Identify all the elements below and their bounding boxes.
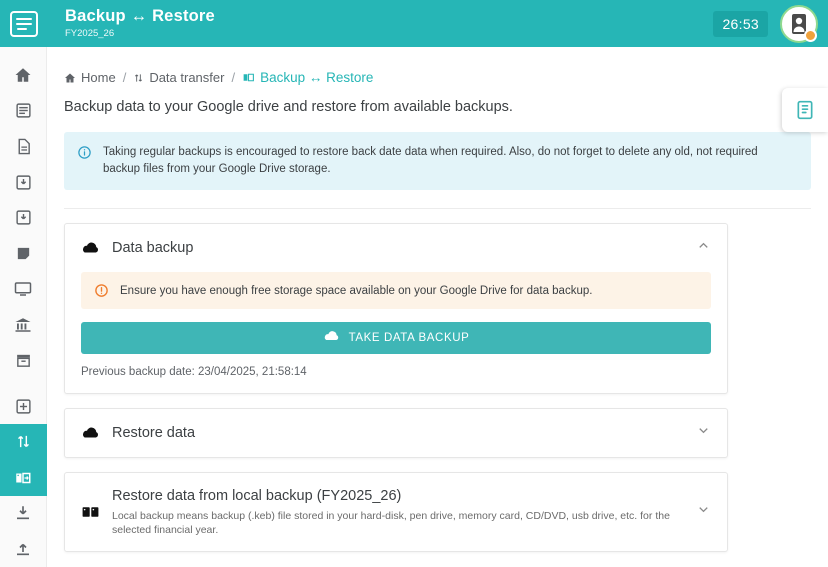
card-restore-local-backup-title: Restore data from local backup (FY2025_26) bbox=[112, 488, 402, 504]
take-data-backup-label: TAKE DATA BACKUP bbox=[348, 332, 470, 344]
storage-warning-banner bbox=[81, 272, 711, 309]
financial-year-label: FY2025_26 bbox=[65, 28, 115, 39]
left-rail bbox=[0, 47, 47, 567]
page-description: Backup data to your Google drive and restore from available backups. bbox=[64, 99, 513, 115]
card-data-backup-body bbox=[65, 272, 727, 393]
page-title: Backup ↔ Restore bbox=[65, 7, 215, 25]
home-icon bbox=[14, 66, 32, 84]
avatar-status-badge bbox=[804, 29, 817, 42]
card-data-backup bbox=[64, 223, 728, 394]
sidebar-item-archive[interactable] bbox=[0, 343, 47, 379]
avatar[interactable] bbox=[780, 5, 818, 43]
sidebar-item-add-module[interactable] bbox=[0, 388, 47, 424]
hamburger-menu-icon bbox=[10, 11, 38, 37]
sidebar-item-reports[interactable] bbox=[0, 93, 47, 129]
card-restore-data bbox=[64, 408, 728, 458]
breadcrumb-current bbox=[242, 70, 373, 85]
breadcrumb-current-label: Backup ↔ Restore bbox=[260, 70, 374, 85]
sidebar-item-display[interactable] bbox=[0, 271, 47, 307]
sidebar-item-documents[interactable] bbox=[0, 128, 47, 164]
top-bar bbox=[0, 0, 828, 47]
side-panel-toggle[interactable] bbox=[782, 88, 828, 132]
card-data-backup-title: Data backup bbox=[112, 240, 194, 256]
hard-drive-icon bbox=[81, 504, 100, 520]
main-content bbox=[47, 47, 828, 567]
take-data-backup-button[interactable] bbox=[81, 322, 711, 354]
chevron-up-icon[interactable] bbox=[696, 238, 711, 258]
cloud-upload-icon bbox=[323, 330, 340, 346]
breadcrumb-home-label: Home bbox=[81, 70, 116, 85]
info-banner bbox=[64, 132, 811, 190]
download-arrow-icon bbox=[14, 504, 32, 522]
home-icon bbox=[64, 72, 76, 84]
transfer-arrows-icon bbox=[133, 72, 144, 84]
card-restore-data-title: Restore data bbox=[112, 425, 196, 441]
breadcrumb bbox=[47, 47, 828, 85]
download-box-alt-icon bbox=[15, 209, 32, 226]
clipboard-icon bbox=[795, 99, 815, 121]
warning-circle-icon bbox=[94, 283, 109, 298]
monitor-icon bbox=[14, 280, 32, 298]
sidebar-item-backup-restore[interactable] bbox=[0, 460, 47, 496]
sidebar-item-home[interactable] bbox=[0, 57, 47, 93]
info-banner-text: Taking regular backups is encouraged to restore back date data when required. Also, do not forget to delete any old, not required backup files from your Google Drive storage. bbox=[103, 146, 758, 175]
top-bar-right bbox=[713, 5, 828, 43]
add-box-icon bbox=[15, 398, 32, 415]
card-restore-local-backup-header[interactable] bbox=[65, 473, 727, 551]
chevron-down-icon[interactable] bbox=[696, 423, 711, 443]
sidebar-item-bank[interactable] bbox=[0, 307, 47, 343]
bank-icon bbox=[14, 316, 32, 334]
info-circle-icon bbox=[77, 145, 92, 178]
card-restore-local-backup bbox=[64, 472, 728, 552]
chevron-down-icon[interactable] bbox=[696, 502, 711, 522]
card-restore-local-backup-text bbox=[112, 487, 684, 537]
sidebar-item-outward[interactable] bbox=[0, 200, 47, 236]
cloud-upload-icon bbox=[81, 241, 100, 256]
section-divider bbox=[64, 208, 811, 209]
sidebar-item-inward[interactable] bbox=[0, 164, 47, 200]
page-title-block bbox=[65, 7, 215, 40]
file-icon bbox=[15, 138, 32, 155]
note-icon bbox=[15, 245, 32, 262]
sidebar-item-notes[interactable] bbox=[0, 236, 47, 272]
download-box-icon bbox=[15, 174, 32, 191]
hamburger-menu-button[interactable] bbox=[0, 0, 47, 47]
card-restore-local-backup-subtitle: Local backup means backup (.keb) file stored in your hard-disk, pen drive, memory card, CD/DVD, usb drive, etc. for the selected financial year. bbox=[112, 510, 670, 536]
card-restore-data-header[interactable] bbox=[65, 409, 727, 457]
storage-warning-text: Ensure you have enough free storage space available on your Google Drive for data backup. bbox=[120, 284, 593, 297]
breadcrumb-home[interactable] bbox=[64, 70, 116, 85]
breadcrumb-separator-1: / bbox=[122, 70, 127, 85]
sidebar-item-data-transfer[interactable] bbox=[0, 424, 47, 460]
upload-arrow-icon bbox=[14, 540, 32, 558]
session-timer: 26:53 bbox=[713, 11, 768, 37]
previous-backup-date: Previous backup date: 23/04/2025, 21:58:14 bbox=[81, 366, 307, 378]
sidebar-item-export[interactable] bbox=[0, 531, 47, 567]
cloud-download-icon bbox=[81, 426, 100, 441]
card-data-backup-header[interactable] bbox=[65, 224, 727, 272]
backup-restore-icon bbox=[242, 71, 255, 84]
backup-restore-icon bbox=[14, 469, 32, 487]
breadcrumb-data-transfer[interactable] bbox=[133, 70, 224, 85]
sidebar-item-import[interactable] bbox=[0, 496, 47, 532]
breadcrumb-data-transfer-label: Data transfer bbox=[149, 70, 225, 85]
list-icon bbox=[15, 102, 32, 119]
transfer-arrows-icon bbox=[15, 433, 32, 450]
breadcrumb-separator-2: / bbox=[231, 70, 236, 85]
archive-icon bbox=[15, 352, 32, 369]
